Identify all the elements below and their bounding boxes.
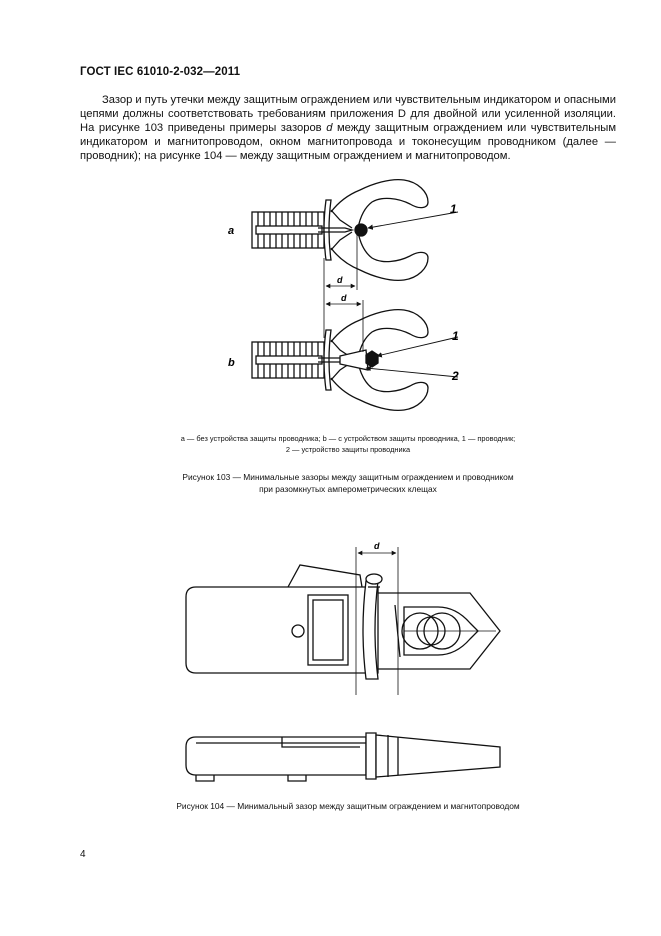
figure-103-label-b: b xyxy=(228,357,235,369)
figure-104-dim-d: d xyxy=(374,541,380,551)
caption-103-line-1: Рисунок 103 — Минимальные зазоры между защитным ограждением и проводником xyxy=(182,472,514,482)
figure-104 xyxy=(0,535,661,785)
paragraph-text-2: между защитным ограждением или чувствительным индикатором и магнитопроводом, окном магнитопровода и токонесущим проводником (далее — проводник); на рисунке 104 — между защитным ограждением и магнитопроводом. xyxy=(80,122,617,162)
paragraph-text-1: Зазор и путь утечки между защитным ограждением или чувствительным индикатором и опасными цепями должны соответствовать требованиям приложения D для двойной или усиленной изоляции. На рисунке 103 приведены примеры зазоров xyxy=(80,94,616,134)
legend-line-1: a — без устройства защиты проводника; b — с устройством защиты проводника, 1 — проводник; xyxy=(180,434,516,443)
caption-103-line-2: при разомкнутых амперометрических клещах xyxy=(259,484,437,494)
clamp-top-view xyxy=(186,565,500,679)
page-number: 4 xyxy=(80,849,86,860)
clamp-variant-b xyxy=(252,310,428,411)
paragraph-variable-d: d xyxy=(326,122,333,134)
figure-103-label-a: a xyxy=(228,225,235,237)
figure-103 xyxy=(0,170,661,430)
figure-103-label-1-bottom: 1 xyxy=(452,329,459,343)
figure-103-dim-d-bottom: d xyxy=(341,293,347,303)
document-header: ГОСТ IEC 61010-2-032—2011 xyxy=(80,66,241,78)
clamp-variant-a xyxy=(252,180,428,281)
figure-103-label-2: 2 xyxy=(452,369,459,383)
figure-103-dim-d-top: d xyxy=(337,275,343,285)
figure-103-legend xyxy=(80,433,616,455)
legend-line-2: 2 — устройство защиты проводника xyxy=(285,445,411,454)
figure-104-caption: Рисунок 104 — Минимальный зазор между защитным ограждением и магнитопроводом xyxy=(176,801,520,811)
intro-paragraph xyxy=(80,93,616,163)
figure-103-caption xyxy=(80,471,616,495)
clamp-side-view xyxy=(186,733,500,781)
figure-103-label-1-top: 1 xyxy=(450,202,457,216)
